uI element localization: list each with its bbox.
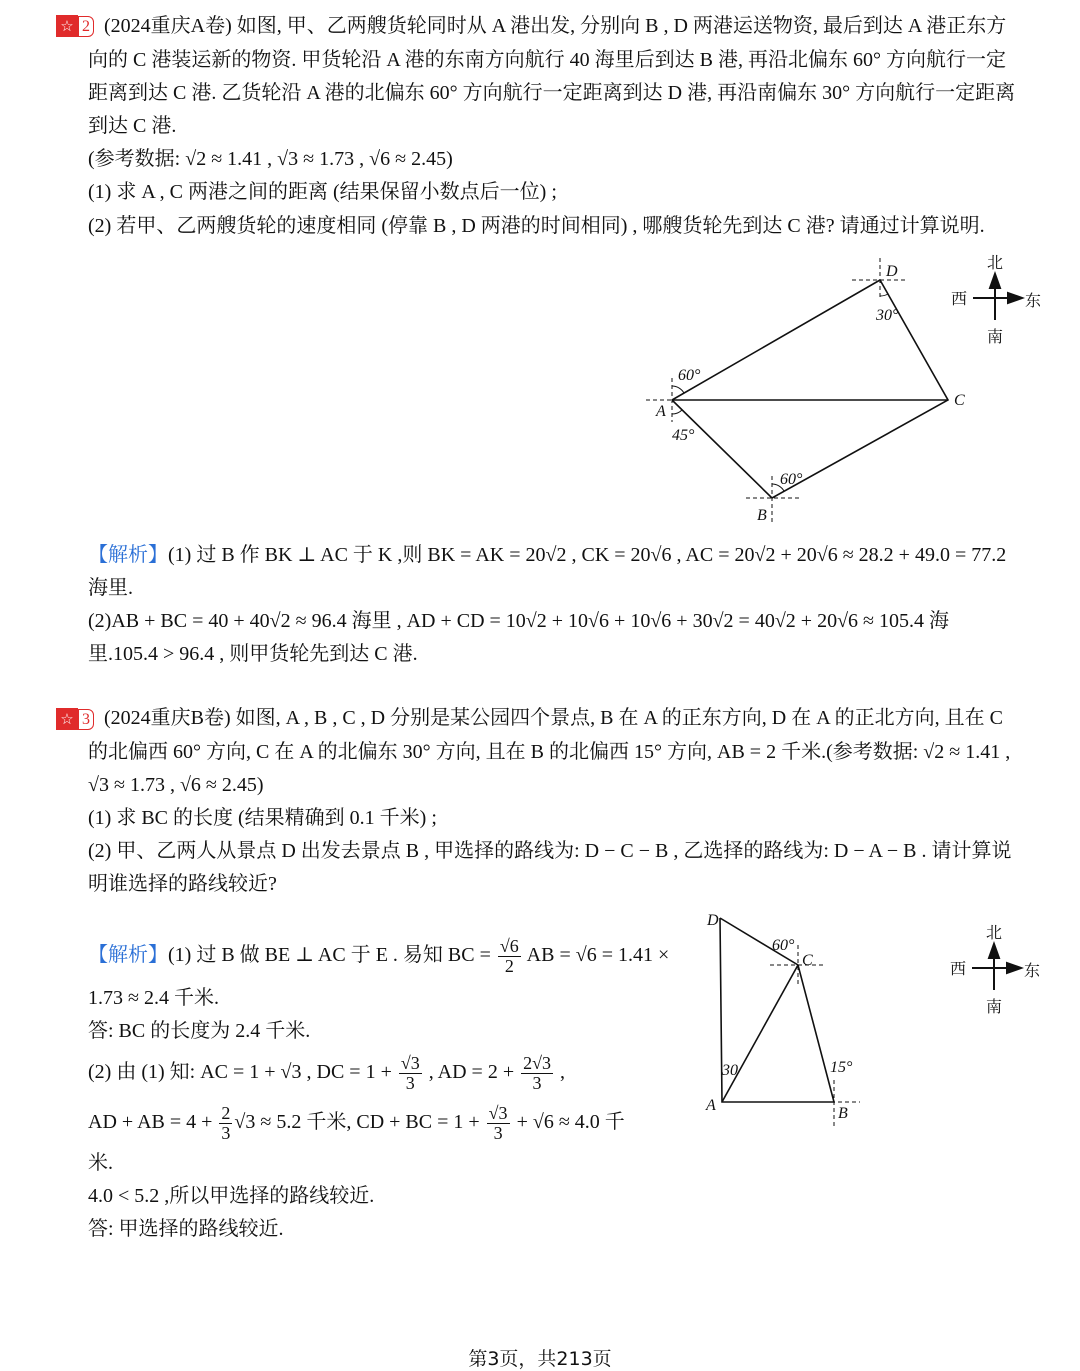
- denominator: 3: [493, 1122, 503, 1143]
- north-label: 北: [987, 255, 1004, 272]
- angle-60: 60°: [678, 367, 701, 384]
- text: (1) 过 B 做 BE ⊥ AC 于 E . 易知 BC =: [168, 944, 496, 966]
- text: , AD = 2 +: [423, 1061, 520, 1083]
- text: (2) 由 (1) 知: AC = 1 + √3 , DC = 1 +: [88, 1061, 397, 1083]
- p3-analysis-line-4: [88, 1050, 565, 1094]
- p2-analysis-line-1: [88, 543, 1006, 567]
- p3-analysis-line-8: 答: 甲选择的路线较近.: [88, 1218, 284, 1240]
- p2-line-1: (2024重庆A卷) 如图, 甲、乙两艘货轮同时从 A 港出发, 分别向 B , D 两港运送物资, 最后到达 A 港正东方: [104, 15, 1007, 37]
- label-B: B: [757, 507, 767, 524]
- fraction: [498, 937, 521, 976]
- numerator: 2√3: [523, 1052, 551, 1073]
- angle-60: 60°: [772, 937, 795, 954]
- south-label: 南: [987, 329, 1004, 346]
- south-label: 南: [986, 999, 1003, 1016]
- fraction: [219, 1104, 232, 1143]
- p2-question-1: (1) 求 A , C 两港之间的距离 (结果保留小数点后一位) ;: [88, 181, 557, 203]
- p3-question-1: (1) 求 BC 的长度 (结果精确到 0.1 千米) ;: [88, 807, 437, 829]
- denominator: 2: [504, 955, 514, 976]
- p2-analysis-line-3: (2)AB + BC = 40 + 40√2 ≈ 96.4 海里 , AD + CD = 10√2 + 10√6 + 10√6 + 30√2 = 40√2 + 20√6 ≈ 105.4 海: [88, 610, 950, 632]
- page-footer: 第3页，共213页: [468, 1348, 612, 1370]
- east-label: 东: [1025, 293, 1042, 310]
- numerator: √3: [400, 1052, 420, 1073]
- p3-analysis-line-3: 答: BC 的长度为 2.4 千米.: [88, 1020, 311, 1042]
- angle-15: 15°: [830, 1059, 853, 1076]
- compass-1: [973, 274, 1022, 320]
- text: (1) 过 B 作 BK ⊥ AC 于 K ,则 BK = AK = 20√2 , CK = 20√6 , AC = 20√2 + 20√6 ≈ 28.2 + 49.0 = 77.2: [168, 544, 1007, 566]
- angle-60-b: 60°: [780, 471, 803, 488]
- label-C: C: [954, 392, 965, 409]
- p3-analysis-line-2: 1.73 ≈ 2.4 千米.: [88, 987, 219, 1009]
- p2-line-3: 距离到达 C 港. 乙货轮沿 A 港的北偏东 60° 方向航行一定距离到达 D 港, 再沿南偏东 30° 方向航行一定距离: [88, 82, 1016, 104]
- p3-question-2-cont: 明谁选择的路线较近?: [88, 873, 277, 895]
- numerator: √3: [488, 1102, 508, 1123]
- star-icon: ☆: [56, 15, 78, 37]
- label-D: D: [707, 912, 719, 929]
- denominator: 3: [221, 1122, 231, 1143]
- p3-line-3: √3 ≈ 1.73 , √6 ≈ 2.45): [88, 774, 264, 796]
- p2-line-2: 向的 C 港装运新的物资. 甲货轮沿 A 港的东南方向航行 40 海里后到达 B 港, 再沿北偏东 60° 方向航行一定: [88, 49, 1007, 71]
- west-label: 西: [950, 961, 967, 978]
- text: + √6 ≈ 4.0 千: [511, 1111, 625, 1133]
- fraction: [399, 1054, 422, 1093]
- p3-analysis-line-7: 4.0 < 5.2 ,所以甲选择的路线较近.: [88, 1185, 375, 1207]
- p3-question-2: (2) 甲、乙两人从景点 D 出发去景点 B , 甲选择的路线为: D − C − B , 乙选择的路线为: D − A − B . 请计算说: [88, 840, 1012, 862]
- analysis-tag: 【解析】: [88, 944, 168, 966]
- numerator: 2: [221, 1102, 231, 1123]
- numerator: √6: [499, 935, 519, 956]
- figure-1-labels: [655, 263, 968, 524]
- west-label: 西: [951, 291, 968, 308]
- fraction: [487, 1104, 510, 1143]
- p3-line-1: (2024重庆B卷) 如图, A , B , C , D 分别是某公园四个景点, B 在 A 的正东方向, D 在 A 的正北方向, 且在 C: [104, 707, 1003, 729]
- denominator: 3: [405, 1072, 415, 1093]
- text: ,: [554, 1061, 565, 1083]
- text: √3 ≈ 5.2 千米, CD + BC = 1 +: [234, 1111, 485, 1133]
- label-B: B: [838, 1105, 848, 1122]
- angle-45: 45°: [672, 427, 695, 444]
- p3-analysis-line-1: [88, 933, 669, 977]
- p2-reference-data: (参考数据: √2 ≈ 1.41 , √3 ≈ 1.73 , √6 ≈ 2.45): [88, 148, 453, 170]
- p2-analysis-line-4: 里.105.4 > 96.4 , 则甲货轮先到达 C 港.: [88, 643, 418, 665]
- p3-analysis-line-5: [88, 1100, 625, 1144]
- text: AB = √6 = 1.41 ×: [522, 944, 670, 966]
- label-C: C: [802, 952, 813, 969]
- star-icon: ☆: [56, 708, 78, 730]
- analysis-tag: 【解析】: [88, 544, 168, 566]
- problem-number: 3: [78, 709, 94, 730]
- p2-question-2: (2) 若甲、乙两艘货轮的速度相同 (停靠 B , D 两港的时间相同) , 哪艘货轮先到达 C 港? 请通过计算说明.: [88, 215, 985, 237]
- angle-30: 30°: [876, 307, 899, 324]
- p2-line-4: 到达 C 港.: [88, 115, 177, 137]
- p3-analysis-line-6: 米.: [88, 1152, 113, 1174]
- problem-number: 2: [78, 16, 94, 37]
- p3-line-2: 的北偏西 60° 方向, C 在 A 的北偏东 30° 方向, 且在 B 的北偏西 15° 方向, AB = 2 千米.(参考数据: √2 ≈ 1.41 ,: [88, 741, 1011, 763]
- label-A: A: [656, 403, 666, 420]
- angle-30: 30: [722, 1062, 738, 1079]
- label-A: A: [706, 1097, 716, 1114]
- problem-3-marker: [56, 708, 94, 730]
- p2-analysis-line-2: 海里.: [88, 577, 133, 599]
- compass-2: [972, 944, 1021, 990]
- label-D: D: [886, 263, 898, 280]
- text: AD + AB = 4 +: [88, 1111, 218, 1133]
- east-label: 东: [1024, 963, 1041, 980]
- denominator: 3: [532, 1072, 542, 1093]
- fraction: [521, 1054, 553, 1093]
- north-label: 北: [986, 925, 1003, 942]
